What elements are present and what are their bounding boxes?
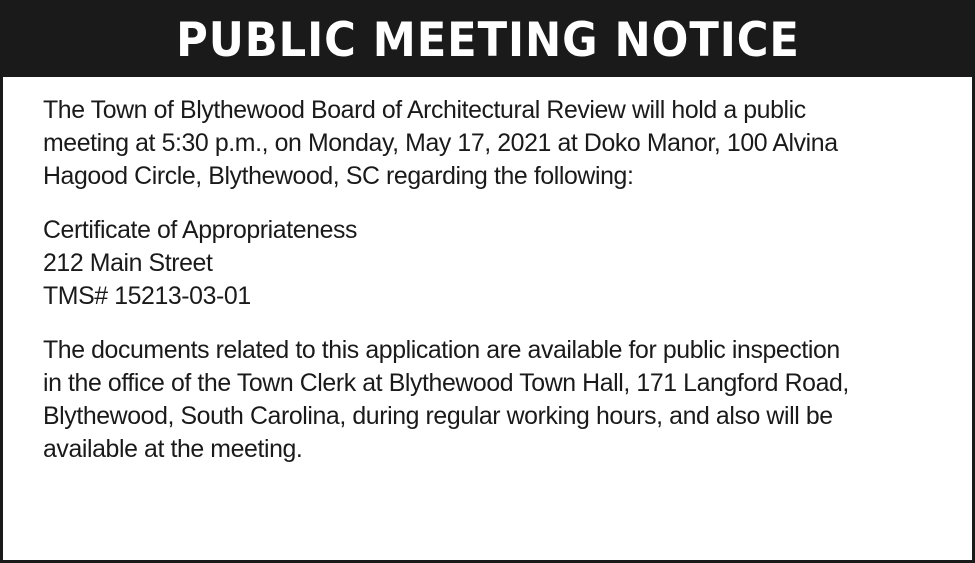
intro-line: meeting at 5:30 p.m., on Monday, May 17, 2021 at Doko Manor, 100 Alvina	[43, 129, 838, 157]
application-tms-number: TMS# 15213-03-01	[43, 282, 251, 310]
application-details	[43, 214, 943, 313]
intro-paragraph	[43, 94, 943, 193]
intro-line: The Town of Blythewood Board of Architectural Review will hold a public	[43, 96, 806, 124]
documents-paragraph	[43, 334, 943, 466]
notice-title: PUBLIC MEETING NOTICE	[175, 12, 800, 68]
intro-line: Hagood Circle, Blythewood, SC regarding the following:	[43, 162, 634, 190]
application-address: 212 Main Street	[43, 249, 213, 277]
notice-header	[3, 3, 972, 77]
application-type: Certificate of Appropriateness	[43, 216, 358, 244]
documents-line: available at the meeting.	[43, 435, 303, 463]
documents-line: The documents related to this application are available for public inspection	[43, 336, 840, 364]
documents-line: in the office of the Town Clerk at Blythewood Town Hall, 171 Langford Road,	[43, 369, 849, 397]
documents-line: Blythewood, South Carolina, during regular working hours, and also will be	[43, 402, 833, 430]
notice-body	[43, 94, 943, 487]
